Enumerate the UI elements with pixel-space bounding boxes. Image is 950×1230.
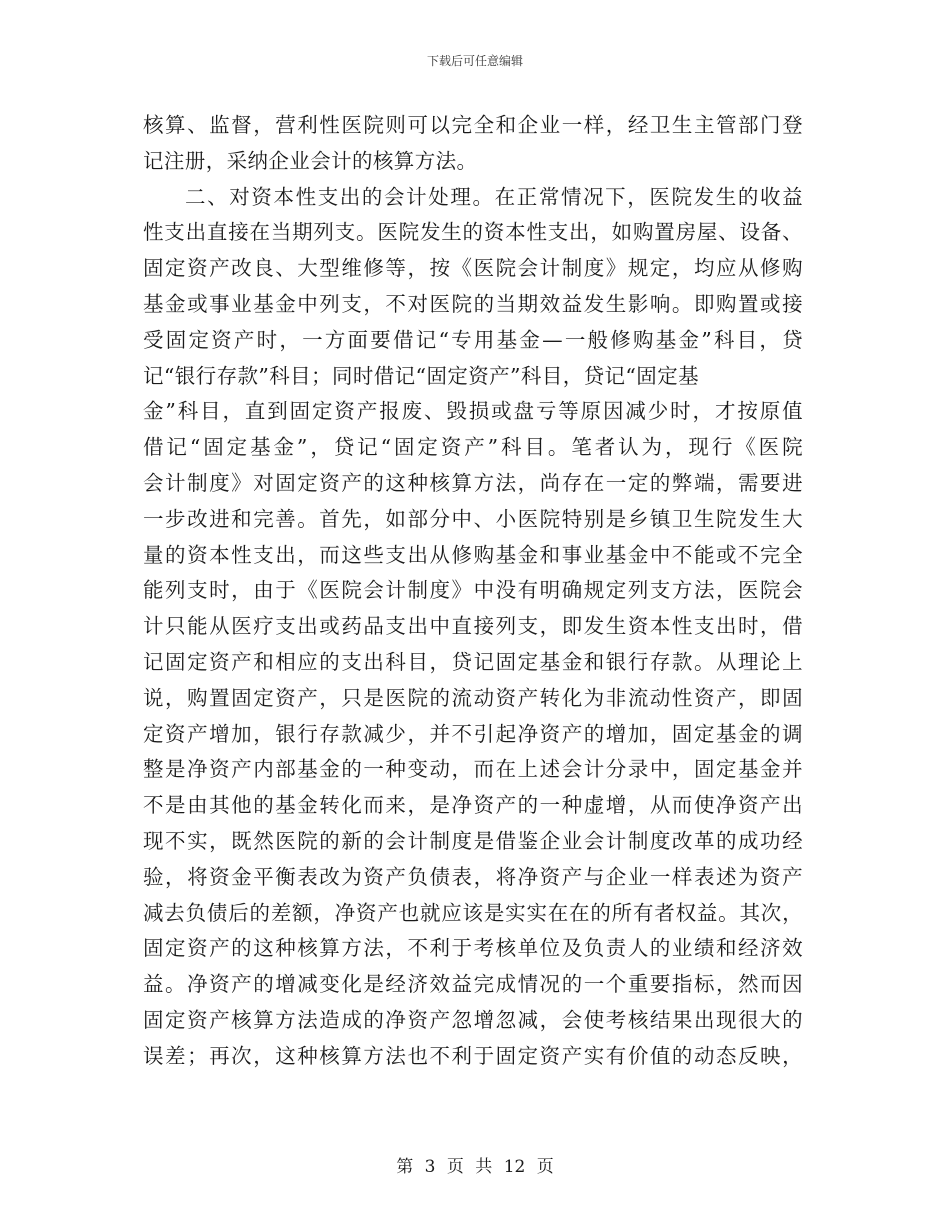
text-line-24: 固定资产的这种核算方法，不利于考核单位及负责人的业绩和经济效 (143, 936, 803, 961)
page-number-footer: 第 3 页 共 12 页 (396, 1157, 554, 1177)
text-line-13: 量的资本性支出，而这些支出从修购基金和事业基金中不能或不完全 (143, 542, 803, 567)
text-line-5: 固定资产改良、大型维修等，按《医院会计制度》规定，均应从修购 (143, 256, 803, 281)
text-line-1: 核算、监督，营利性医院则可以完全和企业一样，经卫生主管部门登 (143, 113, 803, 137)
text-line-21: 现不实，既然医院的新的会计制度是借鉴企业会计制度改革的成功经 (143, 828, 803, 853)
text-line-14: 能列支时，由于《医院会计制度》中没有明确规定列支方法，医院会 (143, 578, 803, 603)
text-line-23: 减去负债后的差额，净资产也就应该是实实在在的所有者权益。其次， (143, 900, 803, 925)
text-line-6: 基金或事业基金中列支，不对医院的当期效益发生影响。即购置或接 (143, 291, 803, 316)
text-line-25: 益。净资产的增减变化是经济效益完成情况的一个重要指标，然而因 (143, 972, 803, 997)
document-body (143, 108, 803, 1075)
text-line-20: 不是由其他的基金转化而来，是净资产的一种虚增，从而使净资产出 (143, 793, 803, 818)
text-line-8: 记“银行存款”科目；同时借记“固定资产”科目，贷记“固定基 (143, 363, 699, 388)
text-line-2: 记注册，采纳企业会计的核算方法。 (143, 148, 478, 173)
page-header-note: 下载后可任意编辑 (426, 54, 523, 68)
text-line-27: 误差；再次，这种核算方法也不利于固定资产实有价值的动态反映， (143, 1043, 803, 1068)
text-line-7: 受固定资产时，一方面要借记“专用基金—一般修购基金”科目，贷 (143, 327, 803, 352)
text-line-22: 验，将资金平衡表改为资产负债表，将净资产与企业一样表述为资产 (143, 864, 803, 889)
text-line-26: 固定资产核算方法造成的净资产忽增忽减，会使考核结果出现很大的 (143, 1007, 803, 1032)
text-line-9: 金”科目，直到固定资产报废、毁损或盘亏等原因减少时，才按原值 (143, 399, 803, 424)
text-line-17: 说，购置固定资产，只是医院的流动资产转化为非流动性资产，即固 (143, 685, 803, 710)
text-line-18: 定资产增加，银行存款减少，并不引起净资产的增加，固定基金的调 (143, 721, 803, 746)
text-line-16: 记固定资产和相应的支出科目，贷记固定基金和银行存款。从理论上 (143, 649, 803, 674)
text-line-12: 一步改进和完善。首先，如部分中、小医院特别是乡镇卫生院发生大 (143, 506, 803, 531)
text-line-3: 二、对资本性支出的会计处理。在正常情况下，医院发生的收益 (185, 184, 803, 209)
text-line-19: 整是净资产内部基金的一种变动，而在上述会计分录中，固定基金并 (143, 757, 803, 782)
text-line-11: 会计制度》对固定资产的这种核算方法，尚存在一定的弊端，需要进 (143, 470, 803, 495)
text-line-10: 借记“固定基金”，贷记“固定资产”科目。笔者认为，现行《医院 (143, 435, 803, 460)
text-line-4: 性支出直接在当期列支。医院发生的资本性支出，如购置房屋、设备、 (143, 220, 803, 245)
text-line-15: 计只能从医疗支出或药品支出中直接列支，即发生资本性支出时，借 (143, 614, 803, 639)
